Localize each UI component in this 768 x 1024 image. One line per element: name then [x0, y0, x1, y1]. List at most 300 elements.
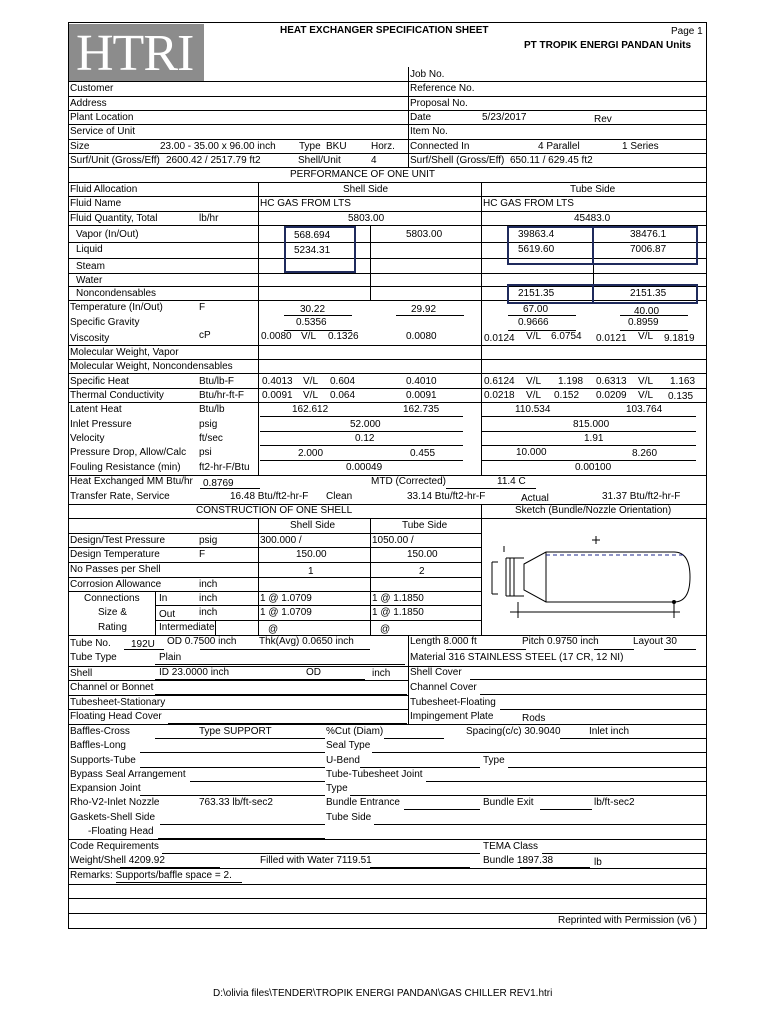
tube-k-out-v: 0.0209 — [596, 390, 627, 401]
tube-layout: Layout 30 — [633, 636, 677, 647]
row-corrosion: Corrosion Allowance — [70, 579, 162, 590]
rule — [68, 153, 707, 154]
size-value: 23.00 - 35.00 x 96.00 inch — [160, 141, 276, 152]
size-label: Size — [70, 141, 90, 152]
conn-intermediate-label: Intermediate — [159, 622, 215, 633]
surf-unit-value: 2600.42 / 2517.79 ft2 — [166, 155, 261, 166]
tube-visc-out-v: 0.0121 — [596, 333, 627, 344]
shell-dp-calc: 0.455 — [410, 448, 436, 459]
tube-liquid-in: 5619.60 — [518, 244, 555, 255]
impingement-label: Impingement Plate — [410, 711, 494, 722]
shell-fouling: 0.00049 — [346, 462, 383, 473]
shell-id: ID 23.0000 inch — [159, 667, 230, 678]
underline — [140, 795, 325, 796]
underline — [260, 649, 370, 650]
heat-exchanged-value: 0.8769 — [203, 478, 234, 489]
rule — [68, 167, 707, 168]
rule — [68, 898, 707, 899]
row-fluid-allocation: Fluid Allocation — [70, 184, 138, 195]
shell-unit-value: 4 — [371, 155, 377, 166]
baffle-type: Type SUPPORT — [199, 726, 272, 737]
unit-inch: inch — [199, 579, 218, 590]
rule — [68, 695, 408, 696]
tube-sg-in: 0.9666 — [518, 317, 549, 328]
underline — [404, 809, 480, 810]
tube-conn-intermediate: @ — [380, 624, 391, 635]
unit-inch: inch — [199, 593, 218, 604]
tube-conn-out: 1 @ 1.1850 — [372, 607, 424, 618]
tube-side-header: Tube Side — [570, 184, 616, 195]
tube-visc-in-v: 0.0124 — [484, 333, 515, 344]
surf-shell-label: Surf/Shell (Gross/Eff) — [410, 155, 505, 166]
date-value: 5/23/2017 — [482, 112, 527, 123]
construction-header: CONSTRUCTION OF ONE SHELL — [196, 505, 353, 516]
shell-visc-out-v: 0.0080 — [406, 331, 437, 342]
underline — [508, 767, 706, 768]
surf-shell-value: 650.11 / 629.45 ft2 — [510, 155, 593, 166]
vl: V/L — [526, 390, 542, 401]
shell-cp-in-v: 0.4013 — [262, 376, 293, 387]
row-sg: Specific Gravity — [70, 317, 140, 328]
row-pressure-drop: Pressure Drop, Allow/Calc — [70, 447, 187, 458]
underline — [446, 488, 536, 489]
series-value: 1 Series — [622, 141, 659, 152]
expansion-label: Expansion Joint — [70, 783, 141, 794]
highlight-box-tube-vapor — [507, 226, 698, 265]
baffles-cross-label: Baffles-Cross — [70, 726, 130, 737]
units-title: PT TROPIK ENERGI PANDAN Units — [524, 40, 692, 51]
shell-vapor-out: 5803.00 — [406, 229, 443, 240]
tube-nc-out: 2151.35 — [630, 288, 667, 299]
underline — [372, 752, 706, 753]
rule — [68, 388, 707, 389]
shell-label: Shell — [70, 668, 93, 679]
underline — [500, 709, 706, 710]
bundle-entrance-label: Bundle Entrance — [326, 797, 400, 808]
unit-f: F — [199, 549, 206, 560]
tube-liquid-out: 7006.87 — [630, 244, 667, 255]
unit-psi: psi — [199, 447, 212, 458]
vl: V/L — [638, 390, 654, 401]
shell-cover-label: Shell Cover — [410, 667, 462, 678]
unit-fouling: ft2-hr-F/Btu — [199, 462, 250, 473]
rule — [68, 868, 707, 869]
unit-temp: F — [199, 302, 206, 313]
shell-design-pressure: 300.000 / — [260, 535, 302, 546]
horz-label: Horz. — [371, 141, 395, 152]
shell-od-unit: inch — [372, 668, 391, 679]
underline — [190, 781, 325, 782]
reference-label: Reference No. — [410, 83, 475, 94]
rule — [68, 81, 707, 82]
supports-label: Supports-Tube — [70, 755, 136, 766]
baffles-long-label: Baffles-Long — [70, 740, 126, 751]
underline — [200, 488, 260, 489]
date-label: Date — [410, 112, 432, 123]
tube-k-out-l: 0.135 — [668, 391, 694, 402]
rule — [68, 211, 707, 212]
underline — [664, 649, 696, 650]
shell-fluid: HC GAS FROM LTS — [260, 198, 351, 209]
actual-value: 31.37 Btu/ft2-hr-F — [602, 491, 681, 502]
underline — [140, 752, 325, 753]
tube-passes: 2 — [419, 566, 425, 577]
customer-label: Customer — [70, 83, 114, 94]
rule — [68, 124, 707, 125]
rule — [155, 605, 481, 606]
tube-design-temp: 150.00 — [407, 549, 438, 560]
weight-shell: Weight/Shell 4209.92 — [70, 855, 165, 866]
tube-design-pressure: 1050.00 / — [372, 535, 414, 546]
rule — [68, 533, 481, 534]
shell-side-header: Shell Side — [343, 184, 389, 195]
tube-material: Material 316 STAINLESS STEEL (17 CR, 12 NI) — [410, 652, 624, 663]
tube-od: OD 0.7500 inch — [167, 636, 237, 647]
tube-length: Length 8.000 ft — [410, 636, 477, 647]
tube-pressure: 815.000 — [573, 419, 610, 430]
tube-thickness: Thk(Avg) 0.0650 inch — [259, 636, 354, 647]
weight-bundle: Bundle 1897.38 — [483, 855, 554, 866]
tube-cp-out-v: 0.6313 — [596, 376, 627, 387]
unit-inch: inch — [199, 607, 218, 618]
shell-sg: 0.5356 — [296, 317, 327, 328]
cons-shell-side: Shell Side — [290, 520, 336, 531]
underline — [508, 315, 576, 316]
tube-cp-in-v: 0.6124 — [484, 376, 515, 387]
connected-in-label: Connected In — [410, 141, 470, 152]
row-liquid: Liquid — [76, 244, 103, 255]
shell-lat-in: 162.612 — [292, 404, 329, 415]
row-fluid-name: Fluid Name — [70, 198, 122, 209]
vl: V/L — [638, 331, 654, 342]
rule — [155, 620, 481, 621]
rule — [68, 884, 707, 885]
highlight-box-divider — [592, 284, 594, 302]
address-label: Address — [70, 98, 107, 109]
gasket-tube-label: Tube Side — [326, 812, 372, 823]
shell-liquid-in: 5234.31 — [294, 245, 331, 256]
tube-vapor-in: 39863.4 — [518, 229, 555, 240]
unit-lbhr: lb/hr — [199, 213, 219, 224]
underline — [200, 649, 260, 650]
shell-temp-out: 29.92 — [411, 304, 437, 315]
border-bottom — [68, 928, 707, 929]
code-label: Code Requirements — [70, 841, 159, 852]
underline — [155, 664, 405, 665]
surf-unit-label: Surf/Unit (Gross/Eff) — [70, 155, 160, 166]
row-conductivity: Thermal Conductivity — [70, 390, 164, 401]
perf-divider-tube — [481, 182, 482, 475]
rule — [68, 680, 408, 681]
rule — [68, 139, 707, 140]
rule — [68, 913, 707, 914]
rev-label: Rev — [594, 114, 612, 125]
ts-stationary-label: Tubesheet-Stationary — [70, 697, 166, 708]
footer-file-path: D:\olivia files\TENDER\TROPIK ENERGI PANDAN\GAS CHILLER REV1.htri — [213, 988, 553, 999]
row-mw-vapor: Molecular Weight, Vapor — [70, 347, 179, 358]
shell-dp-allow: 2.000 — [298, 448, 324, 459]
vl: V/L — [303, 376, 319, 387]
tube-no-label: Tube No. — [70, 638, 111, 649]
tube-cp-in-l: 1.198 — [558, 376, 584, 387]
underline — [482, 431, 696, 432]
gaskets-label: Gaskets-Shell Side — [70, 812, 156, 823]
sketch-header: Sketch (Bundle/Nozzle Orientation) — [515, 505, 672, 516]
cons-divider-shell — [258, 518, 259, 635]
underline — [384, 738, 444, 739]
conn-in-label: In — [159, 593, 168, 604]
shell-visc-in-l: 0.1326 — [328, 331, 359, 342]
ts-floating-label: Tubesheet-Floating — [410, 697, 496, 708]
conn-out-label: Out — [159, 609, 176, 620]
htri-logo — [68, 24, 204, 82]
highlight-box-shell-vapor — [284, 226, 356, 273]
row-passes: No Passes per Shell — [70, 564, 161, 575]
row-transfer-rate: Transfer Rate, Service — [70, 491, 170, 502]
tube-dp-calc: 8.260 — [632, 448, 658, 459]
rule — [68, 839, 707, 840]
baffle-cut-label: %Cut (Diam) — [326, 726, 384, 737]
mtd-label: MTD (Corrected) — [371, 476, 447, 487]
rhov2-label: Rho-V2-Inlet Nozzle — [70, 797, 160, 808]
underline — [470, 679, 706, 680]
service-value: 16.48 Btu/ft2-hr-F — [230, 491, 309, 502]
underline — [620, 315, 688, 316]
shell-k-out-v: 0.0091 — [406, 390, 437, 401]
shell-design-temp: 150.00 — [296, 549, 327, 560]
row-rating: Rating — [98, 622, 127, 633]
service-label: Service of Unit — [70, 126, 136, 137]
shell-pressure: 52.000 — [350, 419, 381, 430]
logo-text: HTRI — [76, 25, 194, 82]
tube-sg-out: 0.8959 — [628, 317, 659, 328]
remarks: Remarks: Supports/baffle space = 2. — [70, 870, 232, 881]
job-no-label: Job No. — [410, 69, 445, 80]
type-value: BKU — [326, 141, 347, 152]
tube-nc-in: 2151.35 — [518, 288, 555, 299]
underline — [482, 460, 696, 461]
shell-velocity: 0.12 — [355, 433, 375, 444]
tube-lat-out: 103.764 — [626, 404, 663, 415]
shell-visc-in-v: 0.0080 — [261, 331, 292, 342]
tube-vapor-out: 38476.1 — [630, 229, 667, 240]
row-heat-exchanged: Heat Exchanged MM Btu/hr — [70, 476, 193, 487]
vl: V/L — [526, 376, 542, 387]
vl: V/L — [301, 331, 317, 342]
underline — [482, 416, 696, 417]
tube-visc-in-l: 6.0754 — [551, 331, 582, 342]
shell-temp-in: 30.22 — [300, 304, 326, 315]
connections-divider — [215, 620, 216, 635]
tube-lat-in: 110.534 — [515, 404, 551, 415]
underline — [480, 694, 706, 695]
underline — [284, 315, 352, 316]
baffle-inlet: Inlet inch — [589, 726, 630, 737]
rule — [68, 402, 707, 403]
vl: V/L — [303, 390, 319, 401]
underline — [260, 445, 463, 446]
row-steam: Steam — [76, 261, 105, 272]
tube-qty: 45483.0 — [574, 213, 611, 224]
row-fouling: Fouling Resistance (min) — [70, 462, 181, 473]
underline — [540, 809, 592, 810]
unit-latent: Btu/lb — [199, 404, 225, 415]
weight-bundle-unit: lb — [594, 857, 602, 868]
row-fluid-qty: Fluid Quantity, Total — [70, 213, 158, 224]
weight-water: Filled with Water 7119.51 — [260, 855, 372, 866]
underline — [162, 853, 480, 854]
shell-k-in-l: 0.064 — [330, 390, 356, 401]
row-inlet-pressure: Inlet Pressure — [70, 419, 132, 430]
underline — [350, 795, 706, 796]
row-velocity: Velocity — [70, 433, 105, 444]
row-specific-heat: Specific Heat — [70, 376, 129, 387]
tube-pitch: Pitch 0.9750 inch — [522, 636, 599, 647]
actual-label: Actual — [521, 493, 549, 504]
row-size-and: Size & — [98, 607, 127, 618]
row-water: Water — [76, 275, 103, 286]
rule — [68, 196, 707, 197]
tube-temp-in: 67.00 — [523, 304, 549, 315]
unit-vel: ft/sec — [199, 433, 223, 444]
vl: V/L — [526, 331, 542, 342]
rule — [68, 273, 707, 274]
underline — [374, 824, 706, 825]
perf-divider-shell — [258, 182, 259, 475]
bundle-exit-label: Bundle Exit — [483, 797, 534, 808]
underline — [542, 853, 706, 854]
fh-cover-label: Floating Head Cover — [70, 711, 162, 722]
underline — [482, 445, 696, 446]
row-viscosity: Viscosity — [70, 333, 110, 344]
tube-fouling: 0.00100 — [575, 462, 612, 473]
tube-dp-allow: 10.000 — [516, 447, 547, 458]
channel-label: Channel or Bonnet — [70, 682, 154, 693]
sheet-title: HEAT EXCHANGER SPECIFICATION SHEET — [280, 25, 489, 36]
row-mw-nc: Molecular Weight, Noncondensables — [70, 361, 233, 372]
impingement-value: Rods — [522, 713, 546, 724]
unit-psig: psig — [199, 419, 218, 430]
unit-k: Btu/hr-ft-F — [199, 390, 245, 401]
plant-location-label: Plant Location — [70, 112, 134, 123]
reprinted-note: Reprinted with Permission (v6 ) — [558, 915, 697, 926]
tube-cp-out-l: 1.163 — [670, 376, 696, 387]
rule — [68, 373, 707, 374]
shell-vapor-in: 568.694 — [294, 230, 331, 241]
proposal-label: Proposal No. — [410, 98, 468, 109]
cons-tube-side: Tube Side — [402, 520, 448, 531]
bundle-exit-unit: lb/ft-sec2 — [594, 797, 635, 808]
seal-type-label: Seal Type — [326, 740, 371, 751]
channel-cover-label: Channel Cover — [410, 682, 477, 693]
shell-qty: 5803.00 — [348, 213, 385, 224]
underline — [426, 781, 706, 782]
shell-k-in-v: 0.0091 — [262, 390, 293, 401]
rule — [68, 96, 707, 97]
item-no-label: Item No. — [410, 126, 448, 137]
bypass-label: Bypass Seal Arrangement — [70, 769, 186, 780]
rule — [68, 345, 707, 346]
page-number: Page 1 — [671, 26, 703, 37]
rule — [68, 709, 408, 710]
rule — [68, 110, 707, 111]
tube-type-label: Tube Type — [70, 652, 117, 663]
tube-k-in-l: 0.152 — [554, 390, 580, 401]
expansion-type-label: Type — [326, 783, 348, 794]
rule — [68, 182, 707, 183]
performance-header: PERFORMANCE OF ONE UNIT — [290, 169, 436, 180]
unit-psig: psig — [199, 535, 218, 546]
underline — [260, 431, 463, 432]
rule — [68, 562, 481, 563]
clean-value: 33.14 Btu/ft2-hr-F — [407, 491, 486, 502]
unit-cp: Btu/lb-F — [199, 376, 235, 387]
tube-visc-out-l: 9.1819 — [664, 333, 695, 344]
underline — [620, 330, 688, 331]
underline — [260, 460, 463, 461]
row-vapor: Vapor (In/Out) — [76, 229, 139, 240]
tube-velocity: 1.91 — [584, 433, 604, 444]
underline — [140, 767, 325, 768]
mtd-value: 11.4 C — [497, 476, 526, 487]
sketch-divider — [481, 504, 482, 635]
underline — [124, 649, 164, 650]
shell-conn-out: 1 @ 1.0709 — [260, 607, 312, 618]
underline — [446, 649, 526, 650]
shell-unit-label: Shell/Unit — [298, 155, 341, 166]
shell-conn-intermediate: @ — [268, 624, 279, 635]
underline — [594, 649, 634, 650]
rule — [68, 724, 707, 725]
rule — [68, 635, 707, 636]
tube-conn-in: 1 @ 1.1850 — [372, 593, 424, 604]
underline — [360, 767, 480, 768]
rule — [68, 518, 707, 519]
ubend-type-label: Type — [483, 755, 505, 766]
clean-label: Clean — [326, 491, 353, 502]
baffle-spacing: Spacing(c/c) 30.9040 — [466, 726, 561, 737]
tema-label: TEMA Class — [483, 841, 539, 852]
tube-temp-out: 40.00 — [634, 306, 660, 317]
ubend-label: U-Bend — [326, 755, 360, 766]
rhov2-value: 763.33 lb/ft-sec2 — [199, 797, 273, 808]
type-label: Type — [299, 141, 321, 152]
shell-cp-out-v: 0.4010 — [406, 376, 437, 387]
row-noncond: Noncondensables — [76, 288, 157, 299]
shell-cp-in-l: 0.604 — [330, 376, 356, 387]
parallel-value: 4 Parallel — [538, 141, 580, 152]
shell-lat-out: 162.735 — [403, 404, 440, 415]
lower-divider — [408, 635, 409, 724]
rule — [68, 359, 707, 360]
shell-passes: 1 — [308, 566, 314, 577]
tube-k-in-v: 0.0218 — [484, 390, 515, 401]
row-design-temp: Design Temperature — [70, 549, 160, 560]
row-connections: Connections — [84, 593, 140, 604]
tt-joint-label: Tube-Tubesheet Joint — [326, 769, 423, 780]
underline — [260, 416, 463, 417]
highlight-box-tube-nc — [507, 284, 698, 304]
rule — [68, 577, 481, 578]
underline — [396, 315, 464, 316]
tube-fluid: HC GAS FROM LTS — [483, 198, 574, 209]
row-temperature: Temperature (In/Out) — [70, 302, 163, 313]
underline — [116, 882, 242, 883]
rule — [68, 547, 481, 548]
row-latent: Latent Heat — [70, 404, 122, 415]
underline — [155, 738, 325, 739]
vl: V/L — [638, 376, 654, 387]
